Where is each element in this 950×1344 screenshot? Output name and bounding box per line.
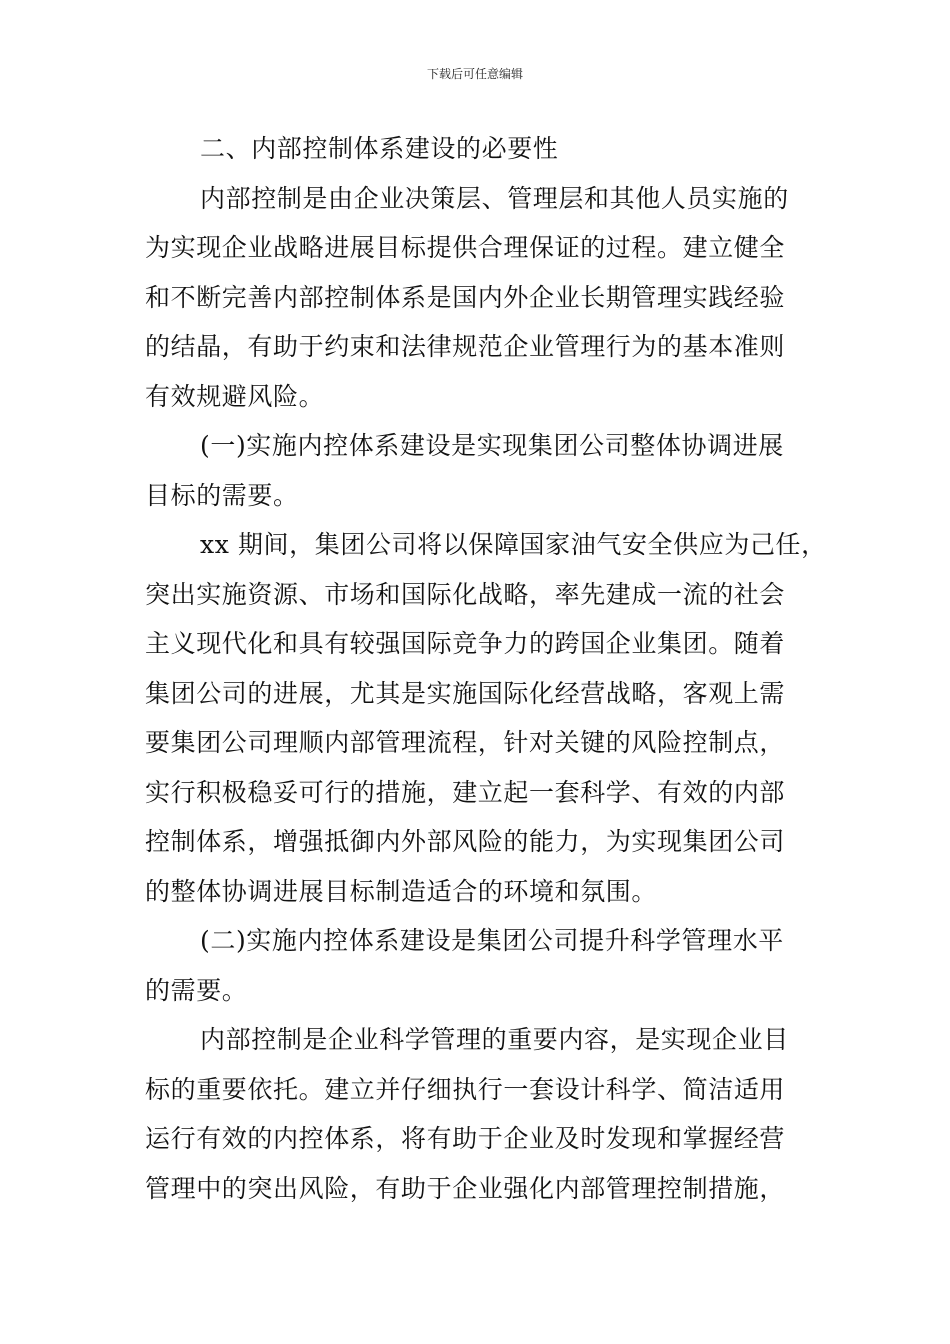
paragraph-line: 运行有效的内控体系，将有助于企业及时发现和掌握经营 xyxy=(145,1124,786,1153)
document-body xyxy=(145,124,827,1213)
paragraph-line: 主义现代化和具有较强国际竞争力的跨国企业集团。随着 xyxy=(145,629,786,658)
page-header: 下载后可任意编辑 xyxy=(426,67,523,81)
paragraph-line: 的整体协调进展目标制造适合的环境和氛围。 xyxy=(145,876,658,906)
paragraph-line: (二)实施内控体系建设是集团公司提升科学管理水平 xyxy=(200,926,784,955)
paragraph-line: 的需要。 xyxy=(145,975,248,1005)
paragraph-line: (一)实施内控体系建设是实现集团公司整体协调进展 xyxy=(200,431,784,460)
paragraph-line: 控制体系，增强抵御内外部风险的能力，为实现集团公司 xyxy=(145,827,786,856)
paragraph-2 xyxy=(145,520,827,916)
paragraph-line: 突出实施资源、市场和国际化战略，率先建成一流的社会 xyxy=(145,579,786,609)
paragraph-line: 内部控制是由企业决策层、管理层和其他人员实施的 xyxy=(200,183,789,213)
paragraph-line: 集团公司的进展，尤其是实施国际化经营战略，客观上需 xyxy=(145,678,786,708)
paragraph-1 xyxy=(145,174,810,422)
paragraph-line: xx 期间，集团公司将以保障国家油气安全供应为己任， xyxy=(200,530,827,559)
paragraph-line: 有效规避风险。 xyxy=(145,381,325,411)
paragraph-line: 为实现企业战略进展目标提供合理保证的过程。建立健全 xyxy=(145,233,786,262)
paragraph-line: 和不断完善内部控制体系是国内外企业长期管理实践经验 xyxy=(145,282,786,312)
paragraph-line: 要集团公司理顺内部管理流程，针对关键的风险控制点， xyxy=(145,728,786,757)
section-heading: 二、内部控制体系建设的必要性 xyxy=(200,134,559,163)
paragraph-line: 实行积极稳妥可行的措施，建立起一套科学、有效的内部 xyxy=(145,777,786,807)
subheading-2 xyxy=(145,916,810,1015)
subheading-1 xyxy=(145,421,810,520)
paragraph-line: 标的重要依托。建立并仔细执行一套设计科学、简洁适用 xyxy=(145,1074,786,1104)
paragraph-line: 的结晶，有助于约束和法律规范企业管理行为的基本准则 xyxy=(145,332,786,361)
paragraph-line: 内部控制是企业科学管理的重要内容，是实现企业目 xyxy=(200,1025,789,1054)
paragraph-3 xyxy=(145,1015,810,1213)
paragraph-line: 目标的需要。 xyxy=(145,480,299,510)
paragraph-line: 管理中的突出风险，有助于企业强化内部管理控制措施， xyxy=(145,1173,786,1203)
